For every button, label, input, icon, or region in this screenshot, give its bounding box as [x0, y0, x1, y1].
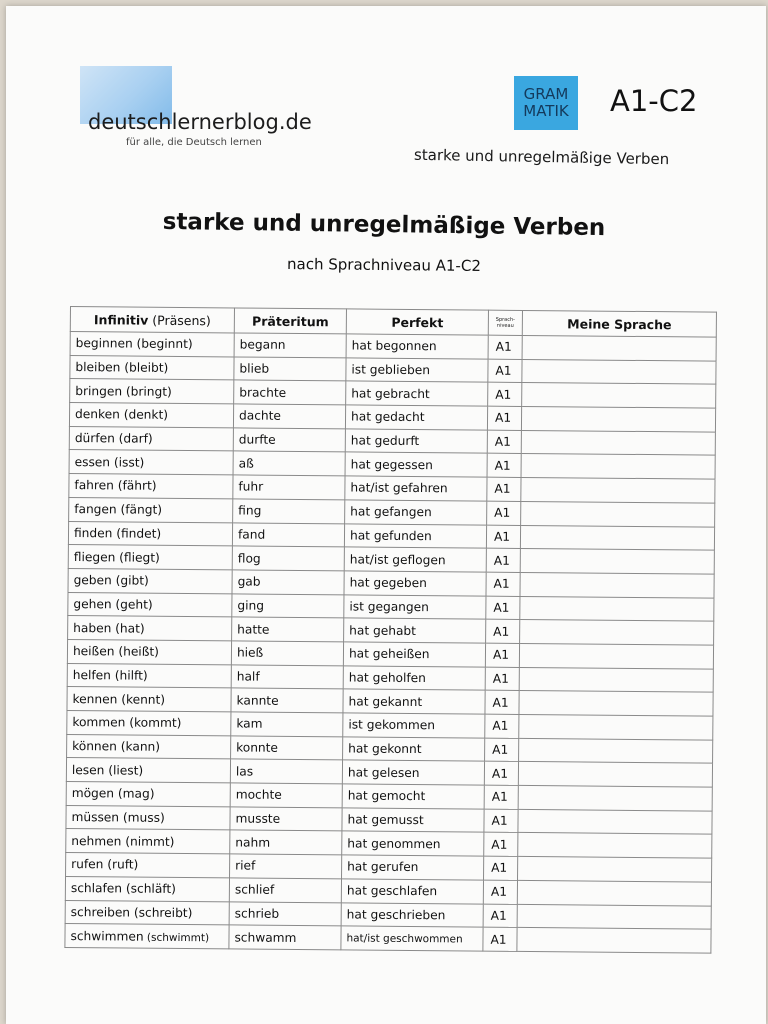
cell-sprachniveau: A1 — [487, 477, 521, 501]
cell-sprachniveau: A1 — [488, 383, 522, 407]
header-prateritum: Präteritum — [234, 308, 346, 334]
cell-prateritum: blieb — [234, 357, 346, 382]
cell-sprachniveau: A1 — [486, 619, 520, 643]
cell-meine-sprache[interactable] — [517, 904, 711, 929]
verb-table-wrapper — [64, 306, 716, 953]
cell-infinitiv — [66, 758, 230, 783]
cell-prateritum: rief — [230, 854, 342, 879]
infinitiv-text: kennen (kennt) — [72, 691, 166, 707]
cell-sprachniveau: A1 — [484, 785, 518, 809]
cell-meine-sprache[interactable] — [519, 643, 713, 668]
cell-perfekt: hat/ist geschwommen — [341, 926, 483, 951]
cell-meine-sprache[interactable] — [520, 596, 714, 621]
cell-perfekt: hat geschrieben — [341, 902, 483, 927]
cell-infinitiv — [70, 355, 234, 380]
cell-sprachniveau: A1 — [484, 762, 518, 786]
infinitiv-text: essen (isst) — [74, 454, 145, 470]
cell-prateritum: aß — [233, 451, 345, 476]
cell-meine-sprache[interactable] — [518, 785, 712, 810]
blog-logo-tagline: für alle, die Deutsch lernen — [126, 137, 262, 148]
infinitiv-present-text: (schwimmt) — [143, 931, 210, 944]
cell-infinitiv — [65, 876, 229, 901]
infinitiv-text: nehmen (nimmt) — [71, 833, 175, 849]
cell-infinitiv — [65, 924, 229, 949]
cell-meine-sprache[interactable] — [519, 691, 713, 716]
cell-infinitiv — [66, 782, 230, 807]
cell-infinitiv — [65, 900, 229, 925]
cell-perfekt: hat gebracht — [346, 381, 488, 406]
page-subtitle: nach Sprachniveau A1-C2 — [286, 254, 482, 276]
cell-infinitiv — [67, 639, 231, 664]
cell-sprachniveau: A1 — [485, 690, 519, 714]
infinitiv-text: fahren (fährt) — [74, 478, 157, 494]
infinitiv-text: beginnen (beginnt) — [75, 336, 193, 352]
cell-sprachniveau: A1 — [484, 833, 518, 857]
cell-infinitiv — [69, 497, 233, 522]
cell-meine-sprache[interactable] — [520, 620, 714, 645]
cell-meine-sprache[interactable] — [519, 714, 713, 739]
header-subtitle: starke und unregelmäßige Verben — [413, 145, 670, 169]
badge-line-2: MATIK — [523, 102, 569, 120]
cell-infinitiv — [66, 805, 230, 830]
header-sprachniveau: Sprach-niveau — [488, 310, 522, 335]
cell-infinitiv — [70, 332, 234, 357]
cell-perfekt: hat gedacht — [345, 405, 487, 430]
cell-perfekt: hat geschlafen — [341, 879, 483, 904]
verb-table-body — [65, 332, 716, 953]
cell-meine-sprache[interactable] — [522, 335, 716, 360]
cell-sprachniveau: A1 — [486, 525, 520, 549]
cell-prateritum: brachte — [234, 380, 346, 405]
cell-sprachniveau: A1 — [487, 406, 521, 430]
cell-sprachniveau: A1 — [486, 596, 520, 620]
cell-prateritum: musste — [230, 807, 342, 832]
cell-infinitiv — [67, 710, 231, 735]
cell-meine-sprache[interactable] — [521, 478, 715, 503]
cell-meine-sprache[interactable] — [517, 880, 711, 905]
infinitiv-text: schreiben (schreibt) — [70, 904, 193, 920]
infinitiv-text: fangen (fängt) — [74, 502, 163, 517]
cell-sprachniveau: A1 — [487, 454, 521, 478]
cell-infinitiv — [67, 734, 231, 759]
level-label: A1-C2 — [610, 84, 698, 118]
infinitiv-text: lesen (liest) — [71, 762, 144, 778]
cell-prateritum: kam — [231, 712, 343, 737]
cell-perfekt: hat gerufen — [342, 855, 484, 880]
cell-meine-sprache[interactable] — [522, 359, 716, 384]
infinitiv-text: rufen (ruft) — [71, 857, 139, 873]
cell-perfekt: hat geholfen — [343, 666, 485, 691]
cell-perfekt: hat/ist geflogen — [344, 547, 486, 572]
cell-perfekt: hat gekannt — [343, 689, 485, 714]
cell-perfekt: hat gefangen — [345, 500, 487, 525]
infinitiv-text: gehen (geht) — [73, 596, 153, 612]
infinitiv-text: bleiben (bleibt) — [75, 360, 169, 375]
infinitiv-text: helfen (hilft) — [72, 668, 148, 683]
cell-infinitiv — [67, 663, 231, 688]
header-meine-sprache: Meine Sprache — [522, 310, 716, 337]
cell-sprachniveau: A1 — [487, 430, 521, 454]
cell-perfekt: hat gedurft — [345, 429, 487, 454]
cell-sprachniveau: A1 — [484, 809, 518, 833]
cell-perfekt: hat begonnen — [346, 334, 488, 359]
cell-prateritum: hieß — [231, 641, 343, 666]
cell-prateritum: fand — [232, 522, 344, 547]
infinitiv-text: fliegen (fliegt) — [73, 549, 160, 565]
cell-prateritum: fuhr — [233, 475, 345, 500]
cell-prateritum: hatte — [232, 617, 344, 642]
cell-prateritum: durfte — [233, 428, 345, 453]
cell-infinitiv — [68, 616, 232, 641]
infinitiv-text: kommen (kommt) — [72, 715, 182, 731]
cell-sprachniveau: A1 — [483, 880, 517, 904]
cell-perfekt: hat gegeben — [344, 571, 486, 596]
cell-perfekt: ist gegangen — [344, 594, 486, 619]
cell-meine-sprache[interactable] — [520, 549, 714, 574]
cell-prateritum: kannte — [231, 688, 343, 713]
cell-sprachniveau: A1 — [487, 501, 521, 525]
cell-sprachniveau: A1 — [486, 572, 520, 596]
cell-perfekt: ist gekommen — [343, 713, 485, 738]
cell-meine-sprache[interactable] — [520, 525, 714, 550]
cell-prateritum: schrieb — [229, 901, 341, 926]
cell-sprachniveau: A1 — [488, 335, 522, 359]
cell-meine-sprache[interactable] — [520, 572, 714, 597]
infinitiv-text: haben (hat) — [73, 620, 145, 636]
infinitiv-text: finden (findet) — [73, 525, 162, 541]
cell-sprachniveau: A1 — [485, 667, 519, 691]
cell-prateritum: ging — [232, 593, 344, 618]
grammatik-badge — [514, 76, 578, 130]
cell-meine-sprache[interactable] — [521, 430, 715, 455]
cell-sprachniveau: A1 — [483, 927, 517, 951]
infinitiv-text: denken (denkt) — [74, 407, 169, 423]
cell-prateritum: gab — [232, 570, 344, 595]
header-perfekt: Perfekt — [346, 309, 488, 335]
cell-prateritum: schlief — [229, 878, 341, 903]
cell-perfekt: hat gemusst — [342, 808, 484, 833]
infinitiv-text: schwimmen — [70, 928, 144, 944]
cell-infinitiv — [68, 521, 232, 546]
infinitiv-text: können (kann) — [72, 739, 161, 754]
cell-perfekt: hat genommen — [342, 831, 484, 856]
cell-infinitiv — [67, 687, 231, 712]
cell-perfekt: hat geheißen — [343, 642, 485, 667]
cell-prateritum: konnte — [231, 736, 343, 761]
cell-infinitiv — [66, 829, 230, 854]
cell-meine-sprache[interactable] — [522, 383, 716, 408]
cell-perfekt: hat gehabt — [344, 618, 486, 643]
cell-prateritum: las — [230, 759, 342, 784]
header-infinitiv — [70, 307, 234, 333]
cell-prateritum: dachte — [233, 404, 345, 429]
cell-infinitiv — [68, 592, 232, 617]
cell-prateritum: half — [231, 665, 343, 690]
cell-infinitiv — [69, 450, 233, 475]
cell-sprachniveau: A1 — [485, 738, 519, 762]
table-row — [65, 924, 711, 953]
badge-line-1: GRAM — [523, 85, 569, 103]
cell-prateritum: mochte — [230, 783, 342, 808]
cell-infinitiv — [69, 474, 233, 499]
cell-infinitiv — [68, 568, 232, 593]
cell-meine-sprache[interactable] — [519, 738, 713, 763]
cell-prateritum: fing — [233, 499, 345, 524]
cell-prateritum: begann — [234, 333, 346, 358]
cell-infinitiv — [66, 853, 230, 878]
cell-infinitiv — [69, 403, 233, 428]
cell-sprachniveau: A1 — [485, 714, 519, 738]
infinitiv-text: schlafen (schläft) — [70, 881, 176, 897]
cell-perfekt: hat gekonnt — [343, 737, 485, 762]
cell-meine-sprache[interactable] — [521, 501, 715, 526]
cell-infinitiv — [68, 545, 232, 570]
cell-meine-sprache[interactable] — [517, 928, 711, 953]
cell-perfekt: ist geblieben — [346, 358, 488, 383]
cell-perfekt: hat gelesen — [342, 760, 484, 785]
cell-meine-sprache[interactable] — [518, 833, 712, 858]
cell-sprachniveau: A1 — [485, 643, 519, 667]
header-prasens-label: (Präsens) — [148, 312, 211, 328]
cell-prateritum: nahm — [230, 830, 342, 855]
cell-perfekt: hat gemocht — [342, 784, 484, 809]
cell-perfekt: hat/ist gefahren — [345, 476, 487, 501]
cell-prateritum: flog — [232, 546, 344, 571]
infinitiv-text: müssen (muss) — [71, 810, 165, 825]
cell-sprachniveau: A1 — [486, 548, 520, 572]
cell-meine-sprache[interactable] — [518, 809, 712, 834]
verb-table — [64, 306, 717, 953]
header-infinitiv-label: Infinitiv — [93, 311, 149, 328]
cell-meine-sprache[interactable] — [518, 857, 712, 882]
infinitiv-text: heißen (heißt) — [72, 644, 160, 660]
cell-sprachniveau: A1 — [484, 856, 518, 880]
infinitiv-text: dürfen (darf) — [74, 431, 153, 446]
cell-meine-sprache[interactable] — [518, 762, 712, 787]
cell-meine-sprache[interactable] — [519, 667, 713, 692]
cell-sprachniveau: A1 — [488, 359, 522, 383]
page-title: starke und unregelmäßige Verben — [162, 208, 606, 242]
cell-sprachniveau: A1 — [483, 904, 517, 928]
cell-perfekt: hat gegessen — [345, 452, 487, 477]
cell-prateritum: schwamm — [229, 925, 341, 950]
cell-perfekt: hat gefunden — [344, 523, 486, 548]
infinitiv-text: geben (gibt) — [73, 573, 149, 588]
cell-infinitiv — [69, 426, 233, 451]
infinitiv-text: bringen (bringt) — [75, 383, 172, 399]
cell-meine-sprache[interactable] — [521, 454, 715, 479]
blog-logo-text: deutschlernerblog.de — [88, 110, 312, 134]
cell-meine-sprache[interactable] — [521, 407, 715, 432]
infinitiv-text: mögen (mag) — [71, 786, 155, 802]
cell-infinitiv — [70, 379, 234, 404]
